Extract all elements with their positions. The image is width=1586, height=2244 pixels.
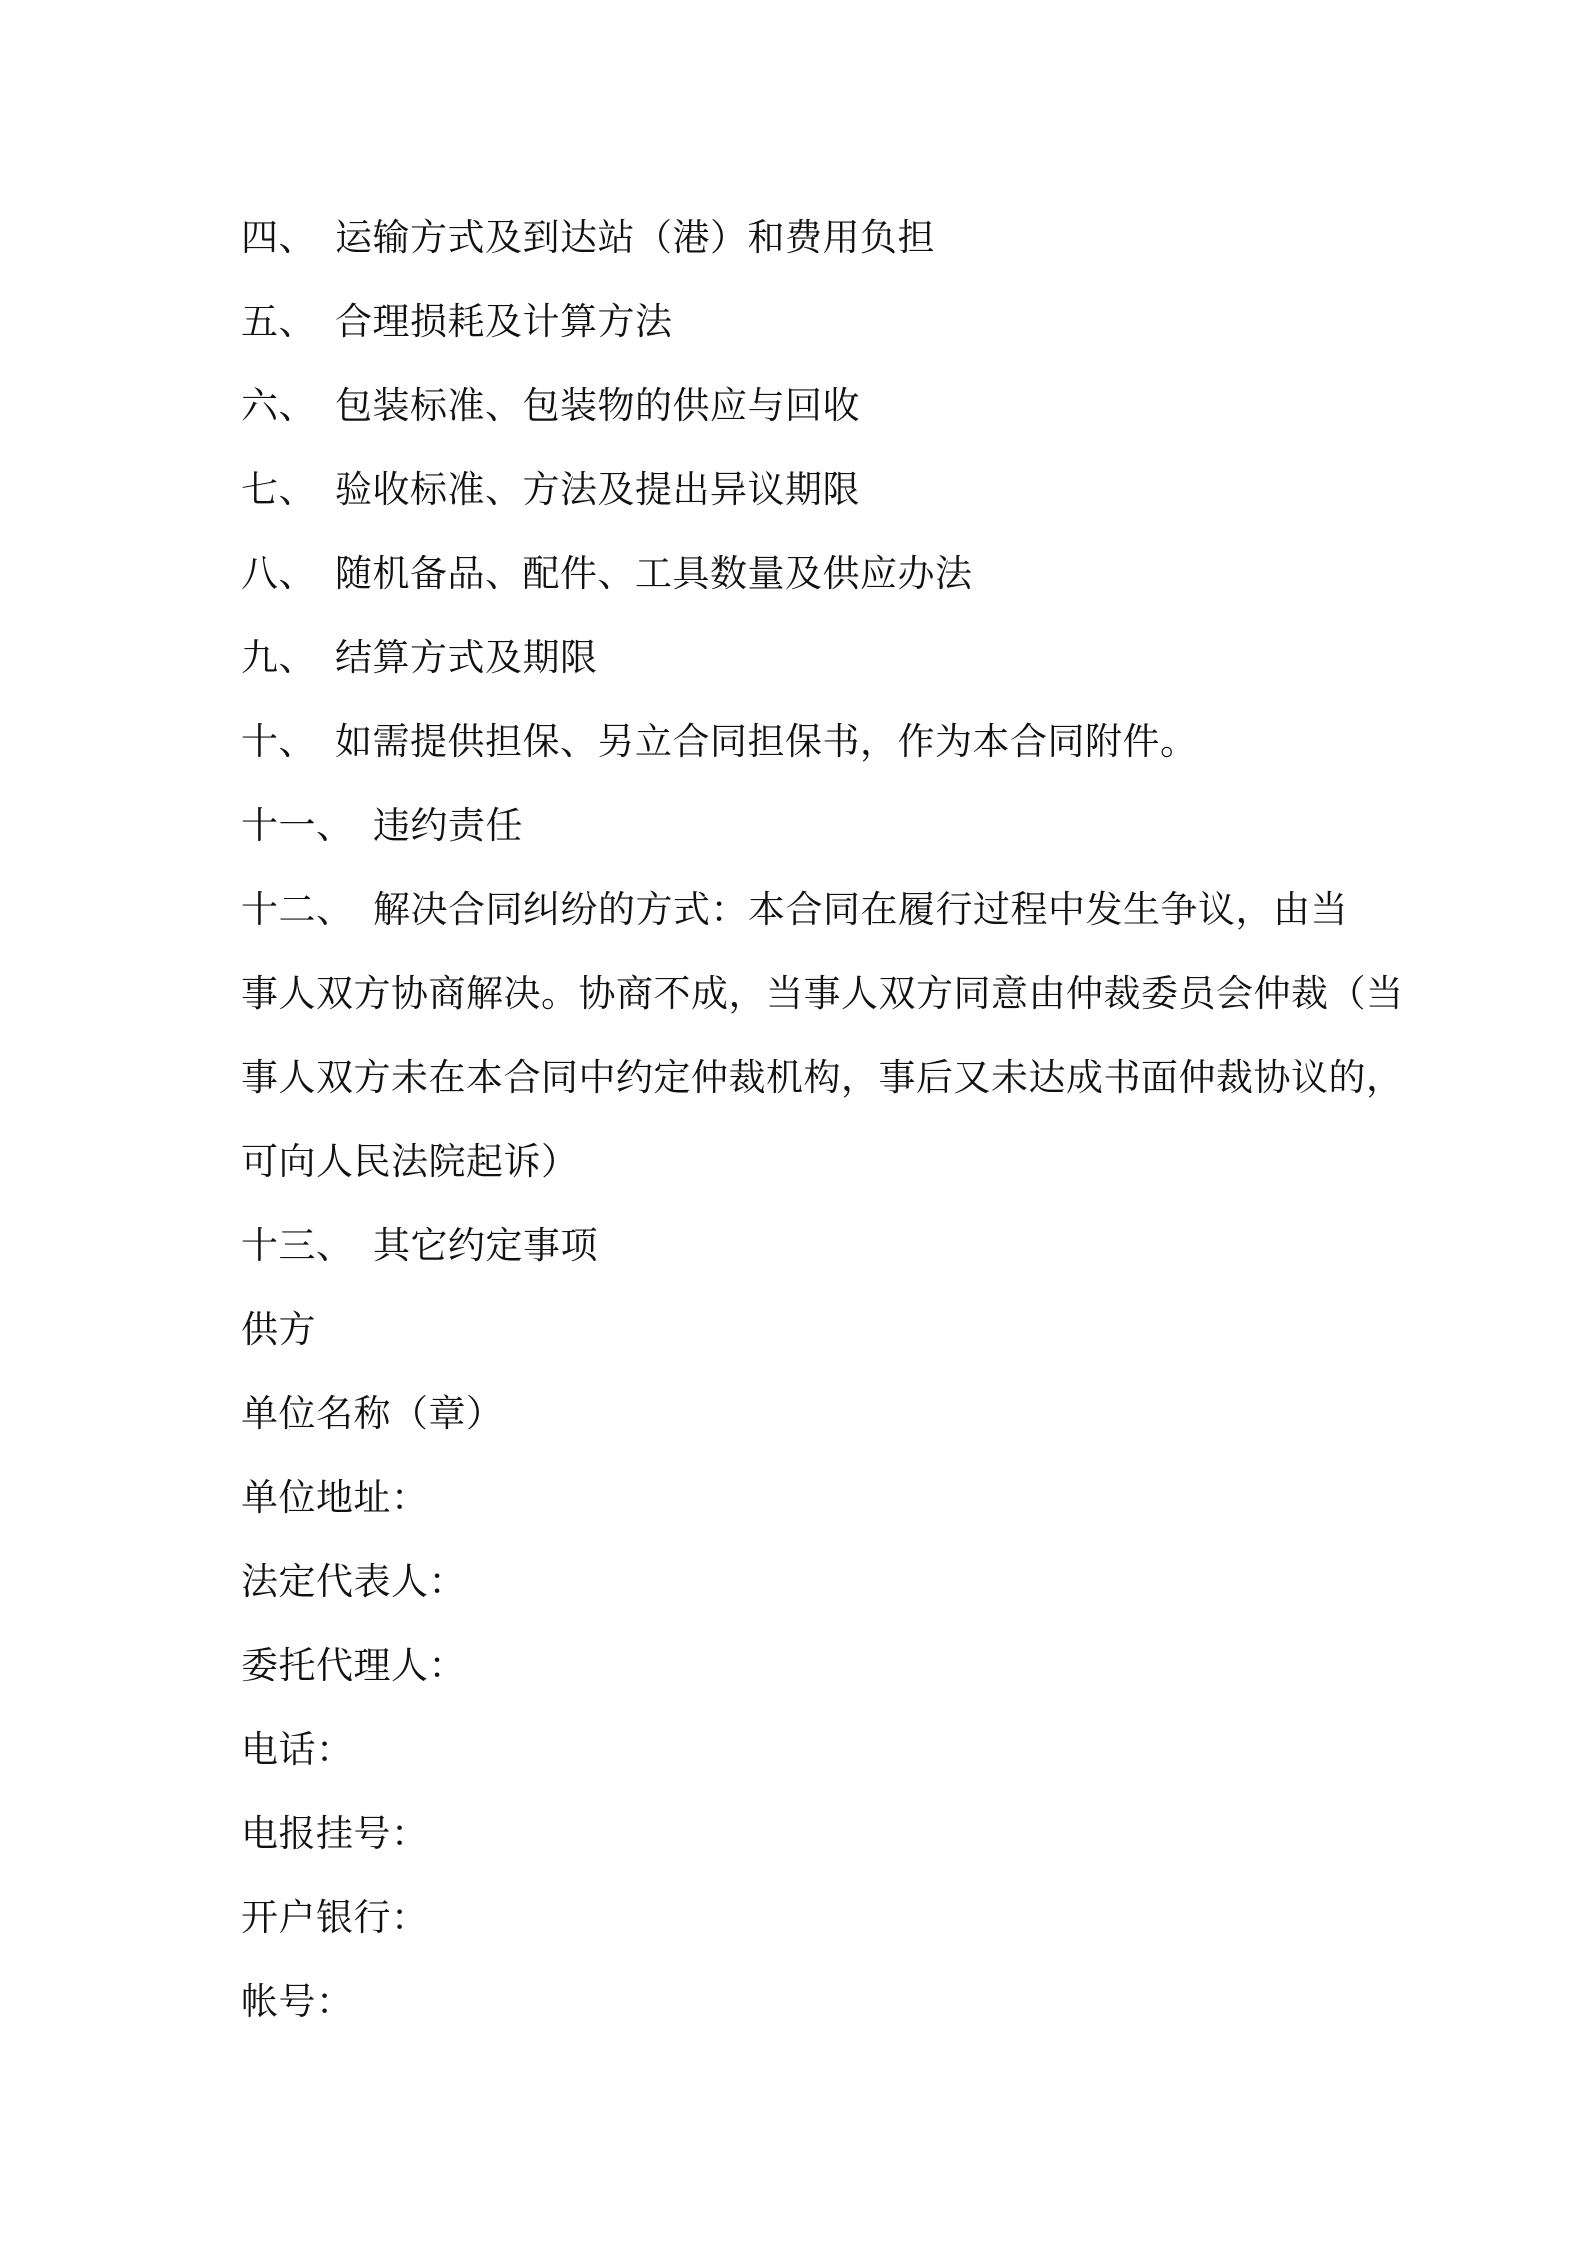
supplier-company-name: 单位名称（章）: [241, 1392, 504, 1435]
clause-number: 九、: [241, 636, 316, 679]
supplier-telegraph: 电报挂号：: [241, 1812, 429, 1855]
clause-text: 违约责任: [373, 804, 523, 847]
clause-7: [241, 448, 1361, 532]
clause-text: 解决合同纠纷的方式：本合同在履行过程中发生争议，由当: [373, 888, 1348, 931]
supplier-phone: 电话：: [241, 1728, 354, 1771]
clause-number: 六、: [241, 384, 316, 427]
clause-number: 四、: [241, 216, 316, 259]
clause-text: 验收标准、方法及提出异议期限: [335, 468, 860, 511]
clause-5: [241, 280, 1361, 364]
clause-number: 十一、: [241, 804, 354, 847]
clause-text: 如需提供担保、另立合同担保书，作为本合同附件。: [335, 720, 1198, 763]
clause-number: 十三、: [241, 1224, 354, 1267]
clause-13: [241, 1204, 1361, 1288]
clause-12-line-3: 事人双方未在本合同中约定仲裁机构，事后又未达成书面仲裁协议的，: [241, 1056, 1404, 1099]
supplier-heading: 供方: [241, 1308, 316, 1351]
clause-text: 其它约定事项: [373, 1224, 598, 1267]
clause-number: 十二、: [241, 888, 354, 931]
clause-text: 合理损耗及计算方法: [335, 300, 673, 343]
contract-body: [241, 196, 1404, 2044]
supplier-legal-representative: 法定代表人：: [241, 1560, 466, 1603]
clause-text: 运输方式及到达站（港）和费用负担: [335, 216, 935, 259]
clause-number: 五、: [241, 300, 316, 343]
clause-11: [241, 784, 1361, 868]
supplier-authorized-agent: 委托代理人：: [241, 1644, 466, 1687]
clause-10: [241, 700, 1361, 784]
supplier-bank: 开户银行：: [241, 1896, 429, 1939]
clause-number: 七、: [241, 468, 316, 511]
clause-number: 十、: [241, 720, 316, 763]
clause-12: [241, 868, 1404, 1204]
clause-9: [241, 616, 1361, 700]
supplier-account: 帐号：: [241, 1980, 354, 2023]
clause-12-line-1: [241, 868, 1381, 952]
clause-8: [241, 532, 1361, 616]
clause-number: 八、: [241, 552, 316, 595]
clause-text: 包装标准、包装物的供应与回收: [335, 384, 860, 427]
clause-text: 随机备品、配件、工具数量及供应办法: [335, 552, 973, 595]
clause-6: [241, 364, 1361, 448]
clause-12-line-4: 可向人民法院起诉）: [241, 1140, 579, 1183]
supplier-address: 单位地址：: [241, 1476, 429, 1519]
clause-12-line-2: 事人双方协商解决。协商不成，当事人双方同意由仲裁委员会仲裁（当: [241, 972, 1404, 1015]
clause-4: [241, 196, 1361, 280]
clause-text: 结算方式及期限: [335, 636, 598, 679]
